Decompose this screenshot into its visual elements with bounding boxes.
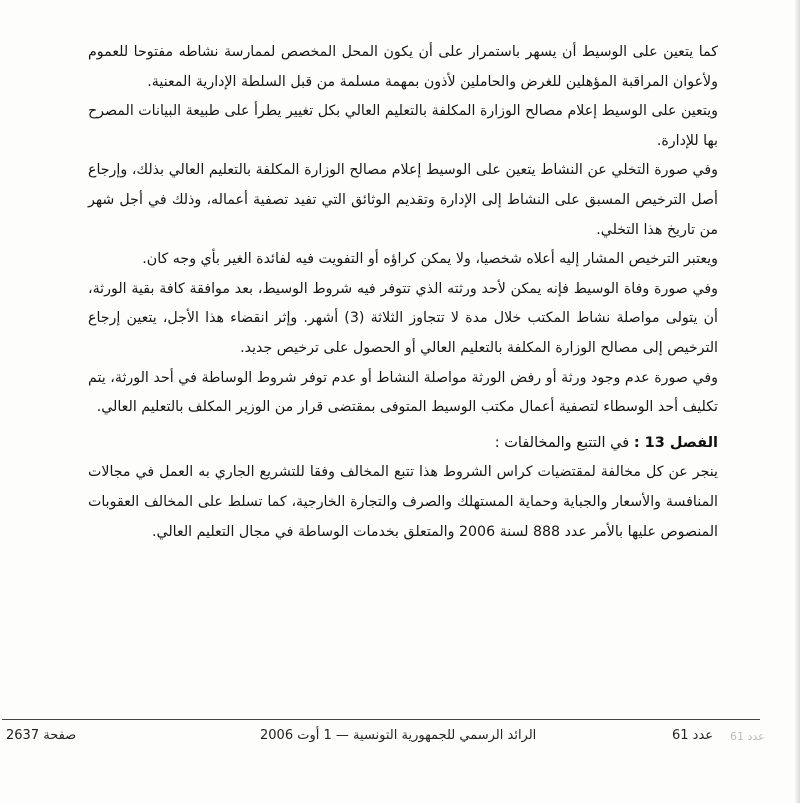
section-heading [88, 429, 718, 459]
footer-gazette-title: الرائد الرسمي للجمهورية التونسية — 1 أوت 2006 [260, 728, 537, 743]
scan-edge-shadow [794, 0, 800, 803]
section-body: ينجر عن كل مخالفة لمقتضيات كراس الشروط هذا تتبع المخالف وفقا للتشريع الجاري به العمل في مجالات المنافسة والأسعار والجباية وحماية المستهلك والصرف والتجارة الخارجية، كما تسلط على المخالف العقوبات المنصوص عليها بالأمر عدد 888 لسنة 2006 والمتعلق بخدمات الوساطة في مجال التعليم العالي. [88, 464, 718, 540]
section-label: الفصل 13 : [633, 434, 718, 451]
footer-page-number: صفحة 2637 [6, 728, 77, 743]
paragraph-death-of-agent: وفي صورة وفاة الوسيط فإنه يمكن لأحد ورثته الذي تتوفر فيه شروط الوسيط، بعد موافقة كافة بقية الورثة، أن يتولى مواصلة نشاط المكتب خلال مدة لا تتجاوز الثلاثة (3) أشهر. وإثر انقضاء هذا الأجل، يتعين إرجاع الترخيص إلى مصالح الوزارة المكلفة بالتعليم العالي أو الحصول على ترخيص جديد. [88, 280, 718, 356]
paragraph-no-heirs: وفي صورة عدم وجود ورثة أو رفض الورثة مواصلة النشاط أو عدم توفر شروط الوساطة في أحد الورثة، يتم تكليف أحد الوسطاء لتصفية أعمال مكتب الوسيط المتوفى بمقتضى قرار من الوزير المكلف بالتعليم العالي. [88, 369, 718, 416]
body-text [88, 38, 718, 547]
footer-issue-number: عدد 61 [672, 728, 714, 743]
paragraph-access: كما يتعين على الوسيط أن يسهر باستمرار على أن يكون المحل المخصص لممارسة نشاطه مفتوحا للعموم ولأعوان المراقبة المؤهلين للغرض والحاملين لأذون بمهمة مسلمة من قبل السلطة الإدارية المعنية. [88, 44, 718, 90]
footer-rule [2, 719, 760, 720]
paragraph-license-personal: ويعتبر الترخيص المشار إليه أعلاه شخصيا، ولا يمكن كراؤه أو التفويت فيه لفائدة الغير بأي وجه كان. [142, 251, 718, 268]
page-footer [0, 722, 800, 752]
paragraph-data-change: ويتعين على الوسيط إعلام مصالح الوزارة المكلفة بالتعليم العالي بكل تغيير يطرأ على طبيعة البيانات المصرح بها للإدارة. [88, 103, 718, 149]
paragraph-cessation: وفي صورة التخلي عن النشاط يتعين على الوسيط إعلام مصالح الوزارة المكلفة بالتعليم العالي بذلك، وإرجاع أصل الترخيص المسبق على النشاط إلى الإدارة وتقديم الوثائق التي تفيد تصفية أعماله، وذلك في أجل شهر من تاريخ هذا التخلي. [88, 162, 718, 238]
section-title: في التتبع والمخالفات : [494, 434, 630, 451]
footer-faint-mark: عدد 61 [730, 730, 765, 743]
